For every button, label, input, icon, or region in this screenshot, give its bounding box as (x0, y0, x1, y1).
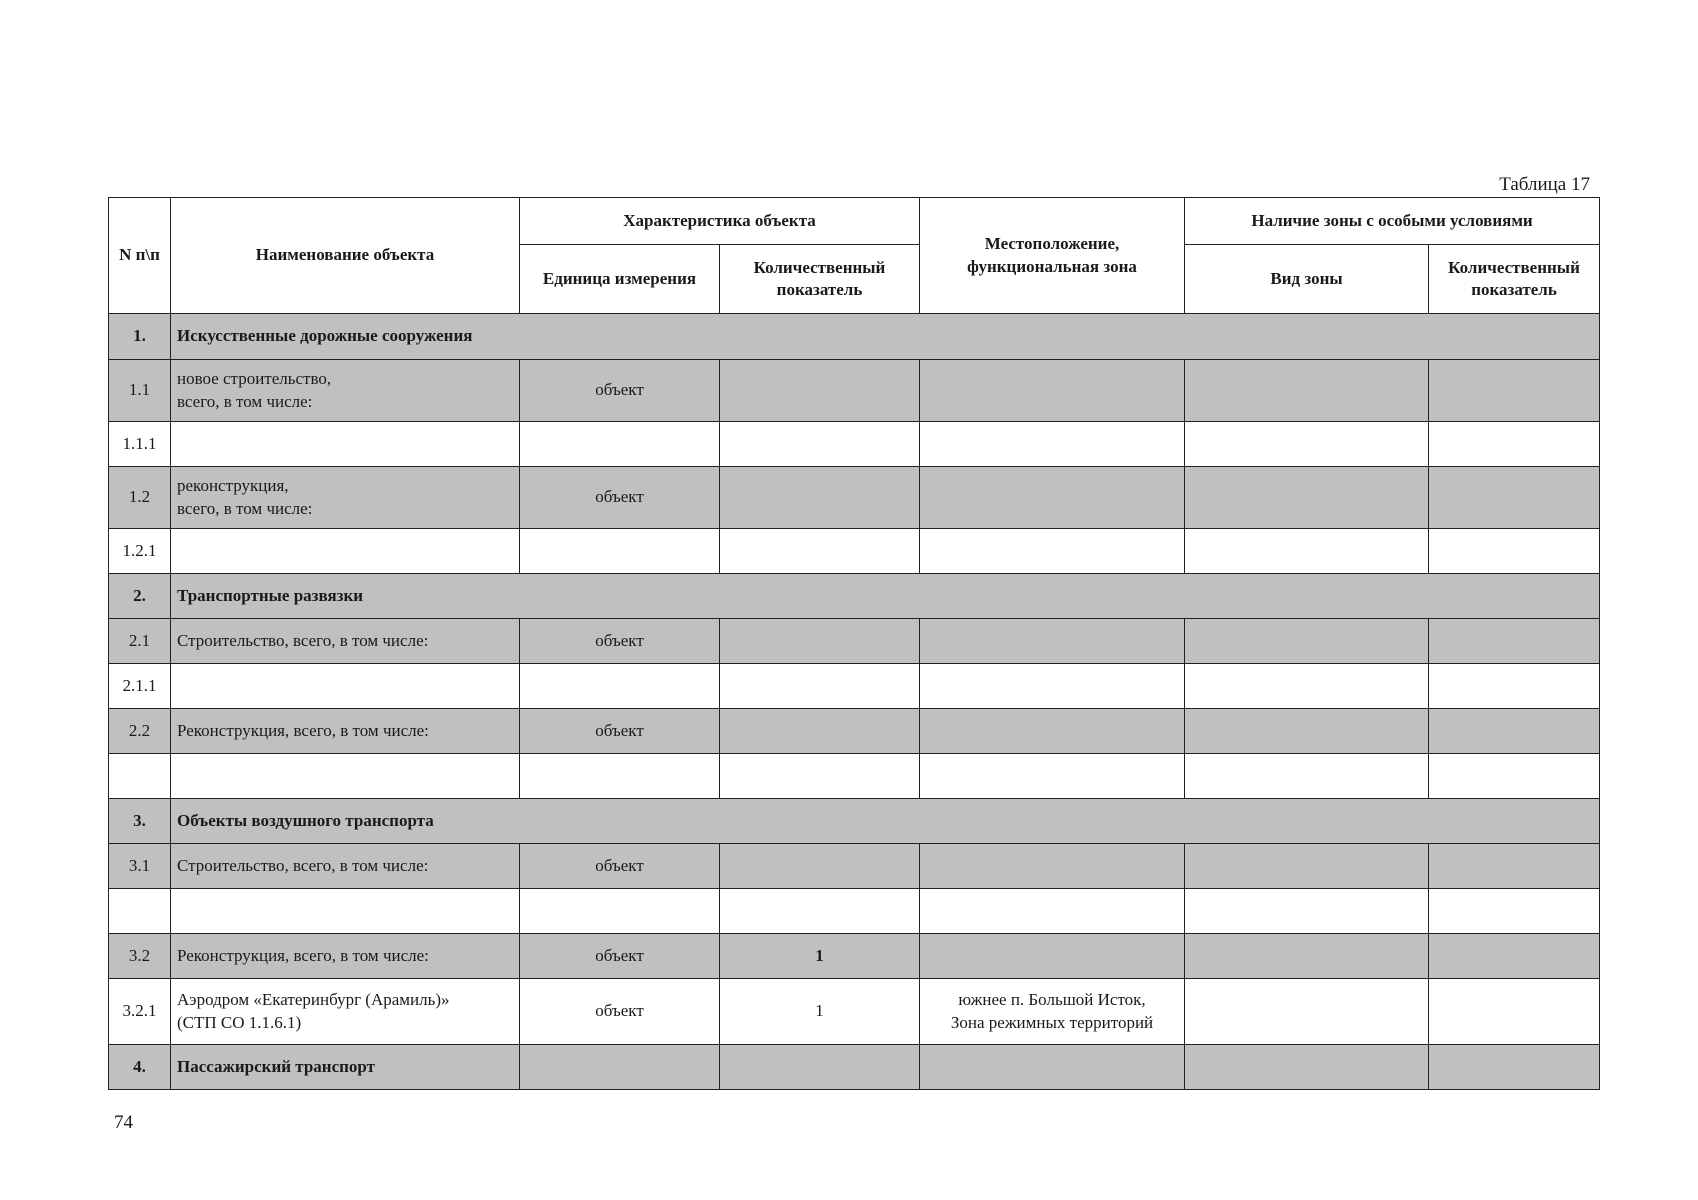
cell-num: 1.1.1 (109, 422, 171, 467)
cell-location (920, 529, 1185, 574)
cell-unit (520, 889, 720, 934)
cell-zone-type (1185, 1045, 1429, 1090)
table-row (109, 619, 1600, 664)
header-zone-quantity: Количественный показатель (1429, 245, 1600, 314)
cell-section-title: Искусственные дорожные сооружения (171, 314, 1600, 360)
page-number: 74 (114, 1112, 133, 1133)
cell-location (920, 664, 1185, 709)
cell-unit (520, 529, 720, 574)
cell-num: 2.1.1 (109, 664, 171, 709)
cell-unit: объект (520, 979, 720, 1045)
header-quantity: Количественный показатель (720, 245, 920, 314)
cell-name-line: новое строительство, (177, 369, 332, 389)
cell-zone-quantity (1429, 979, 1600, 1045)
header-zone-group: Наличие зоны с особыми условиями (1185, 198, 1600, 245)
cell-name (171, 979, 520, 1045)
header-num: N п\п (109, 198, 171, 314)
cell-unit: объект (520, 467, 720, 529)
cell-unit: объект (520, 934, 720, 979)
cell-quantity: 1 (720, 934, 920, 979)
cell-quantity (720, 664, 920, 709)
cell-name: Строительство, всего, в том числе: (171, 844, 520, 889)
table-row (109, 979, 1600, 1045)
cell-zone-quantity (1429, 664, 1600, 709)
cell-name: Реконструкция, всего, в том числе: (171, 934, 520, 979)
header-unit: Единица измерения (520, 245, 720, 314)
cell-name: Строительство, всего, в том числе: (171, 619, 520, 664)
cell-zone-type (1185, 467, 1429, 529)
table-caption: Таблица 17 (1499, 174, 1590, 195)
cell-name (171, 360, 520, 422)
cell-zone-quantity (1429, 360, 1600, 422)
cell-num: 2. (109, 574, 171, 619)
cell-num: 3. (109, 799, 171, 844)
cell-zone-quantity (1429, 422, 1600, 467)
cell-name-line: реконструкция, (177, 476, 289, 496)
cell-zone-type (1185, 754, 1429, 799)
table-row (109, 754, 1600, 799)
cell-quantity (720, 844, 920, 889)
cell-num: 1.2.1 (109, 529, 171, 574)
table-row (109, 574, 1600, 619)
cell-num (109, 889, 171, 934)
cell-location (920, 709, 1185, 754)
cell-zone-type (1185, 709, 1429, 754)
table-row (109, 934, 1600, 979)
cell-num: 2.2 (109, 709, 171, 754)
cell-zone-type (1185, 934, 1429, 979)
cell-name (171, 889, 520, 934)
table-row (109, 844, 1600, 889)
cell-location-line: южнее п. Большой Исток, (958, 990, 1146, 1010)
cell-name-line: (СТП СО 1.1.6.1) (177, 1012, 302, 1032)
cell-num: 2.1 (109, 619, 171, 664)
cell-num: 1. (109, 314, 171, 360)
cell-zone-type (1185, 422, 1429, 467)
cell-zone-quantity (1429, 467, 1600, 529)
cell-name: Пассажирский транспорт (171, 1045, 520, 1090)
cell-quantity (720, 422, 920, 467)
cell-quantity (720, 360, 920, 422)
header-zone-type: Вид зоны (1185, 245, 1429, 314)
table-row (109, 360, 1600, 422)
cell-zone-type (1185, 844, 1429, 889)
table-row (109, 799, 1600, 844)
cell-name-line: всего, в том числе: (177, 391, 313, 411)
cell-location (920, 619, 1185, 664)
table-row (109, 664, 1600, 709)
cell-unit: объект (520, 360, 720, 422)
cell-zone-quantity (1429, 889, 1600, 934)
cell-unit (520, 1045, 720, 1090)
cell-quantity (720, 529, 920, 574)
cell-location (920, 889, 1185, 934)
header-characteristics: Характеристика объекта (520, 198, 920, 245)
cell-name: Реконструкция, всего, в том числе: (171, 709, 520, 754)
cell-num: 3.2.1 (109, 979, 171, 1045)
cell-name-line: Аэродром «Екатеринбург (Арамиль)» (177, 990, 450, 1010)
cell-section-title: Транспортные развязки (171, 574, 1600, 619)
table-row (109, 422, 1600, 467)
cell-unit (520, 664, 720, 709)
cell-num: 1.2 (109, 467, 171, 529)
table-body (109, 314, 1600, 1090)
cell-location (920, 467, 1185, 529)
cell-quantity (720, 709, 920, 754)
header-location: Местоположение, функциональная зона (920, 198, 1185, 314)
cell-location (920, 360, 1185, 422)
cell-quantity (720, 889, 920, 934)
cell-name (171, 754, 520, 799)
cell-unit: объект (520, 619, 720, 664)
cell-location-line: Зона режимных территорий (950, 1012, 1154, 1032)
cell-location (920, 934, 1185, 979)
cell-zone-quantity (1429, 529, 1600, 574)
cell-zone-type (1185, 360, 1429, 422)
cell-num: 3.1 (109, 844, 171, 889)
cell-unit (520, 422, 720, 467)
header-name: Наименование объекта (171, 198, 520, 314)
cell-name (171, 467, 520, 529)
cell-zone-type (1185, 619, 1429, 664)
cell-zone-quantity (1429, 934, 1600, 979)
cell-zone-type (1185, 889, 1429, 934)
cell-num: 4. (109, 1045, 171, 1090)
cell-quantity (720, 467, 920, 529)
cell-quantity: 1 (720, 979, 920, 1045)
cell-name (171, 664, 520, 709)
table-row (109, 709, 1600, 754)
cell-unit: объект (520, 709, 720, 754)
table-row (109, 314, 1600, 360)
cell-num (109, 754, 171, 799)
cell-location (920, 844, 1185, 889)
table-row (109, 1045, 1600, 1090)
cell-zone-quantity (1429, 1045, 1600, 1090)
cell-name (171, 529, 520, 574)
cell-zone-quantity (1429, 619, 1600, 664)
cell-zone-type (1185, 664, 1429, 709)
cell-zone-quantity (1429, 754, 1600, 799)
cell-location (920, 754, 1185, 799)
cell-location (920, 979, 1185, 1045)
cell-quantity (720, 754, 920, 799)
cell-num: 3.2 (109, 934, 171, 979)
objects-table (108, 197, 1600, 1090)
table-row (109, 529, 1600, 574)
cell-name (171, 422, 520, 467)
cell-location (920, 1045, 1185, 1090)
cell-location (920, 422, 1185, 467)
cell-name-line: всего, в том числе: (177, 498, 313, 518)
cell-unit: объект (520, 844, 720, 889)
cell-zone-quantity (1429, 844, 1600, 889)
cell-quantity (720, 619, 920, 664)
cell-quantity (720, 1045, 920, 1090)
cell-zone-type (1185, 529, 1429, 574)
cell-unit (520, 754, 720, 799)
cell-zone-type (1185, 979, 1429, 1045)
cell-section-title: Объекты воздушного транспорта (171, 799, 1600, 844)
cell-num: 1.1 (109, 360, 171, 422)
cell-zone-quantity (1429, 709, 1600, 754)
table-row (109, 467, 1600, 529)
table-row (109, 889, 1600, 934)
